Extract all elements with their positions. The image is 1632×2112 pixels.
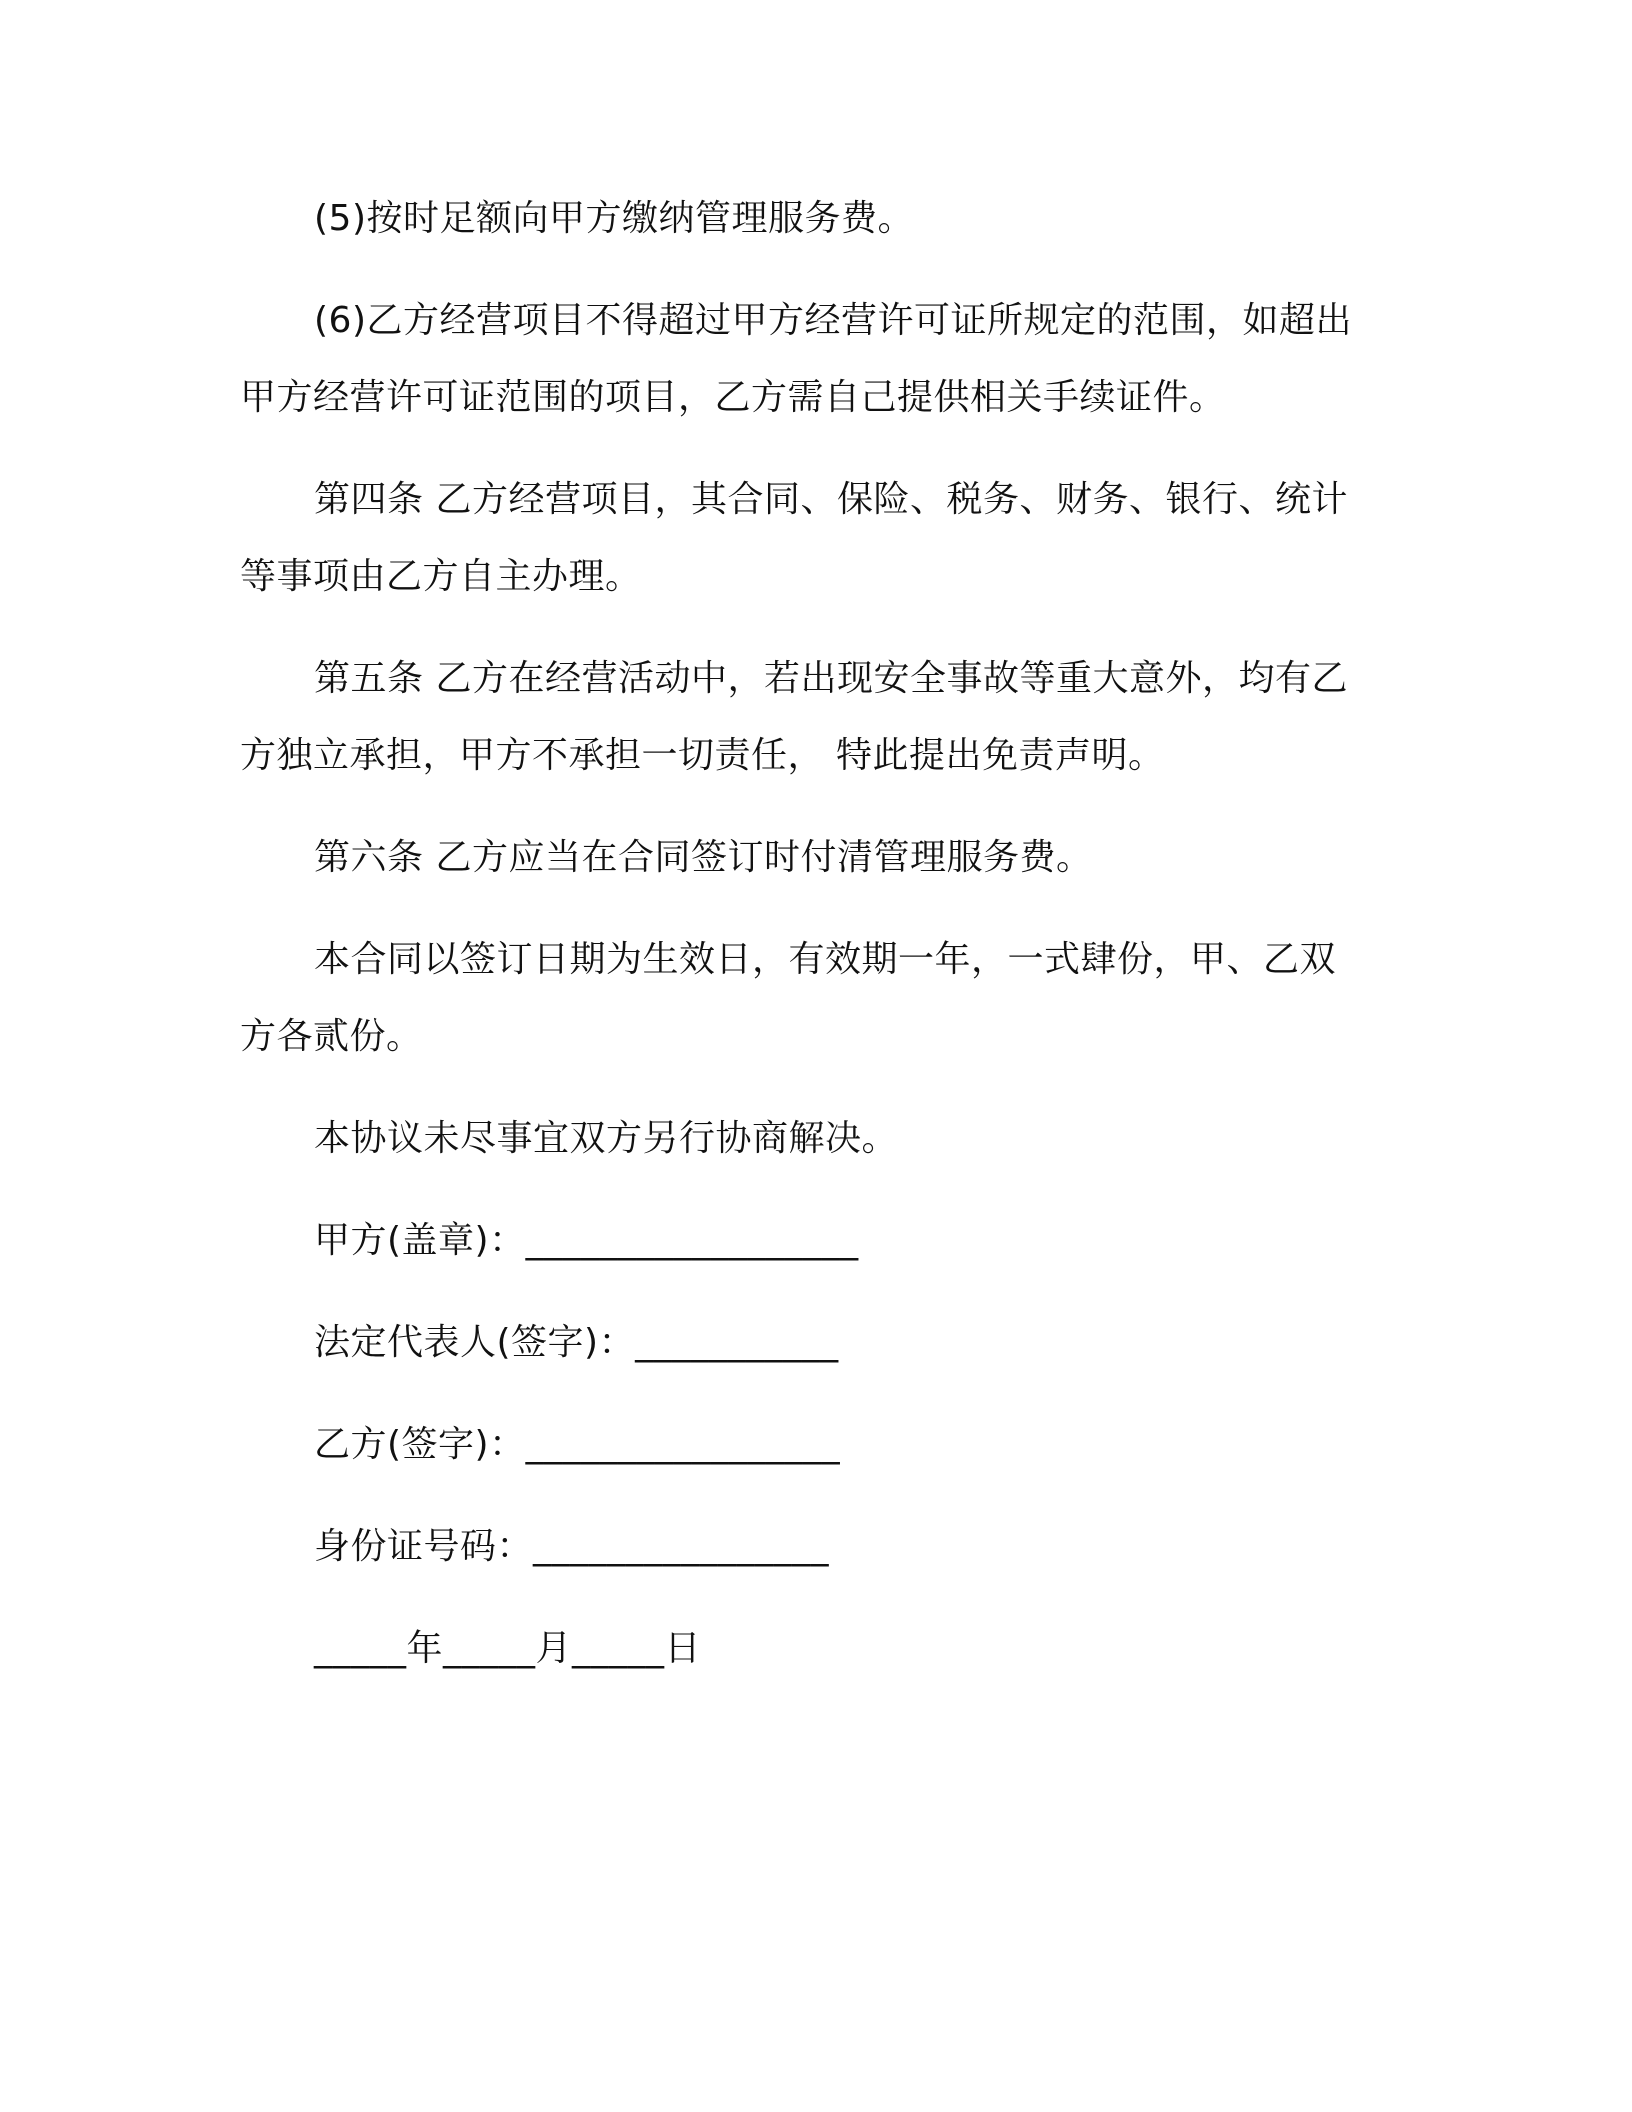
clause-6-line-2: 甲方经营许可证范围的项目，乙方需自己提供相关手续证件。 [240, 377, 1226, 418]
validity-line-2: 方各贰份。 [240, 1016, 423, 1057]
party-b-signature-field: 乙方(签字)：_________________ [314, 1424, 841, 1465]
clause-6-line-1: (6)乙方经营项目不得超过甲方经营许可证所规定的范围，如超出 [314, 300, 1352, 341]
article-5-line-1: 第五条 乙方在经营活动中，若出现安全事故等重大意外，均有乙 [314, 658, 1348, 699]
validity-line-1: 本合同以签订日期为生效日，有效期一年，一式肆份，甲、乙双 [314, 939, 1337, 980]
article-4-line-2: 等事项由乙方自主办理。 [240, 556, 642, 597]
id-number-field: 身份证号码：________________ [314, 1526, 830, 1567]
legal-representative-signature-field: 法定代表人(签字)：___________ [314, 1322, 839, 1363]
article-5-line-2: 方独立承担，甲方不承担一切责任， 特此提出免责声明。 [240, 735, 1165, 776]
date-field: _____年_____月_____日 [314, 1628, 702, 1669]
article-6-line-1: 第六条 乙方应当在合同签订时付清管理服务费。 [314, 837, 1093, 878]
party-a-seal-field: 甲方(盖章)：__________________ [314, 1220, 859, 1261]
supplement-line: 本协议未尽事宜双方另行协商解决。 [314, 1118, 899, 1159]
clause-5-line-1: (5)按时足额向甲方缴纳管理服务费。 [314, 198, 914, 239]
article-4-line-1: 第四条 乙方经营项目，其合同、保险、税务、财务、银行、统计 [314, 479, 1348, 520]
